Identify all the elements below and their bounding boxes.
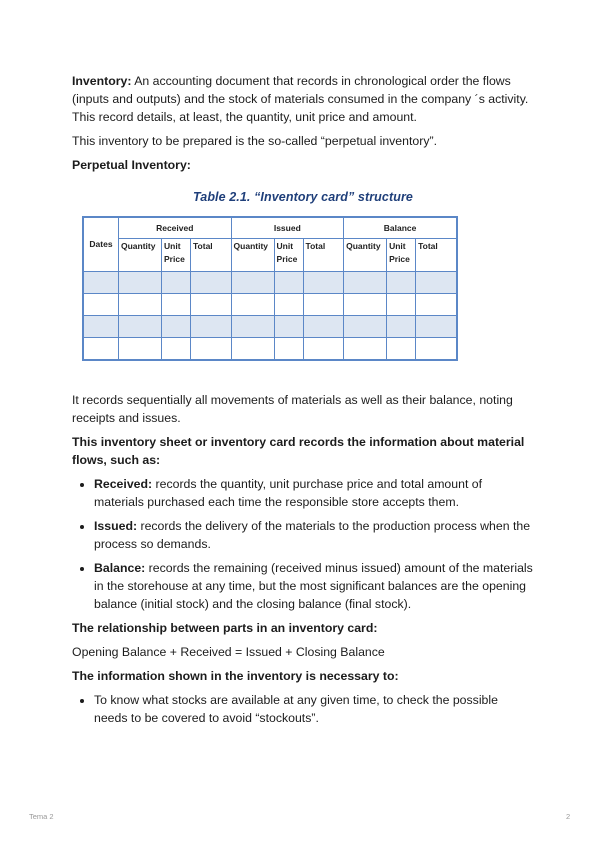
list-item	[94, 475, 534, 511]
necessary-list	[72, 691, 534, 727]
issued-quantity-header: Quantity	[231, 239, 274, 272]
document-content	[72, 72, 534, 733]
balance-term: Balance:	[94, 561, 146, 575]
relationship-formula: Opening Balance + Received = Issued + Closing Balance	[72, 645, 385, 659]
balance-text: records the remaining (received minus issued) amount of the materials in the storehouse at any time, but the most significant balances are the opening balance (initial stock) and the closing balance (final stock).	[94, 561, 533, 611]
received-header: Received	[119, 217, 232, 239]
records-paragraph: It records sequentially all movements of materials as well as their balance, noting receipts and issues.	[72, 393, 513, 425]
balance-total-header: Total	[416, 239, 457, 272]
balance-quantity-header: Quantity	[344, 239, 387, 272]
received-text: records the quantity, unit purchase price and total amount of materials purchased each time the responsible store accepts them.	[94, 477, 483, 509]
flows-heading-text: This inventory sheet or inventory card records the information about material flows, such as:	[72, 435, 525, 467]
perpetual-heading-text: Perpetual Inventory:	[72, 158, 191, 172]
table-row	[83, 294, 457, 316]
relationship-heading	[72, 619, 534, 637]
necessary-heading	[72, 667, 534, 685]
received-term: Received:	[94, 477, 153, 491]
balance-header: Balance	[344, 217, 457, 239]
footer-chapter: Tema 2	[29, 812, 54, 821]
list-item	[94, 559, 534, 613]
received-unit-price-header: Unit Price	[162, 239, 191, 272]
inventory-definition	[72, 72, 534, 126]
inventory-term: Inventory:	[72, 74, 132, 88]
list-item	[94, 517, 534, 553]
list-item: • To know what stocks are available at any given time, to check the possible needs to be covered to avoid “stockouts”.	[94, 691, 534, 727]
received-total-header: Total	[191, 239, 232, 272]
issued-unit-price-header: Unit Price	[274, 239, 303, 272]
page-number: 2	[566, 812, 571, 821]
table-row	[83, 338, 457, 361]
table-caption: Table 2.1. “Inventory card” structure	[193, 190, 413, 204]
flows-heading	[72, 433, 534, 469]
dates-header: Dates	[83, 217, 119, 272]
necessary-heading-text: The information shown in the inventory is necessary to:	[72, 669, 399, 683]
relationship-heading-text: The relationship between parts in an inventory card:	[72, 621, 378, 635]
flows-list	[72, 475, 534, 613]
issued-term: Issued:	[94, 519, 138, 533]
table-row	[83, 316, 457, 338]
table-row	[83, 272, 457, 294]
balance-unit-price-header: Unit Price	[387, 239, 416, 272]
body-section	[72, 391, 534, 727]
perpetual-note: This inventory to be prepared is the so-called “perpetual inventory”.	[72, 134, 437, 148]
inventory-card-table	[82, 216, 458, 361]
issued-text: records the delivery of the materials to the production process when the process so demands.	[94, 519, 531, 551]
issued-header: Issued	[231, 217, 344, 239]
perpetual-heading	[72, 156, 534, 174]
inventory-definition-text: An accounting document that records in chronological order the flows (inputs and outputs) and the stock of materials consumed in the company ´s activity. This record details, at least, the quantity, unit price and amount.	[72, 74, 529, 124]
received-quantity-header: Quantity	[119, 239, 162, 272]
issued-total-header: Total	[303, 239, 344, 272]
